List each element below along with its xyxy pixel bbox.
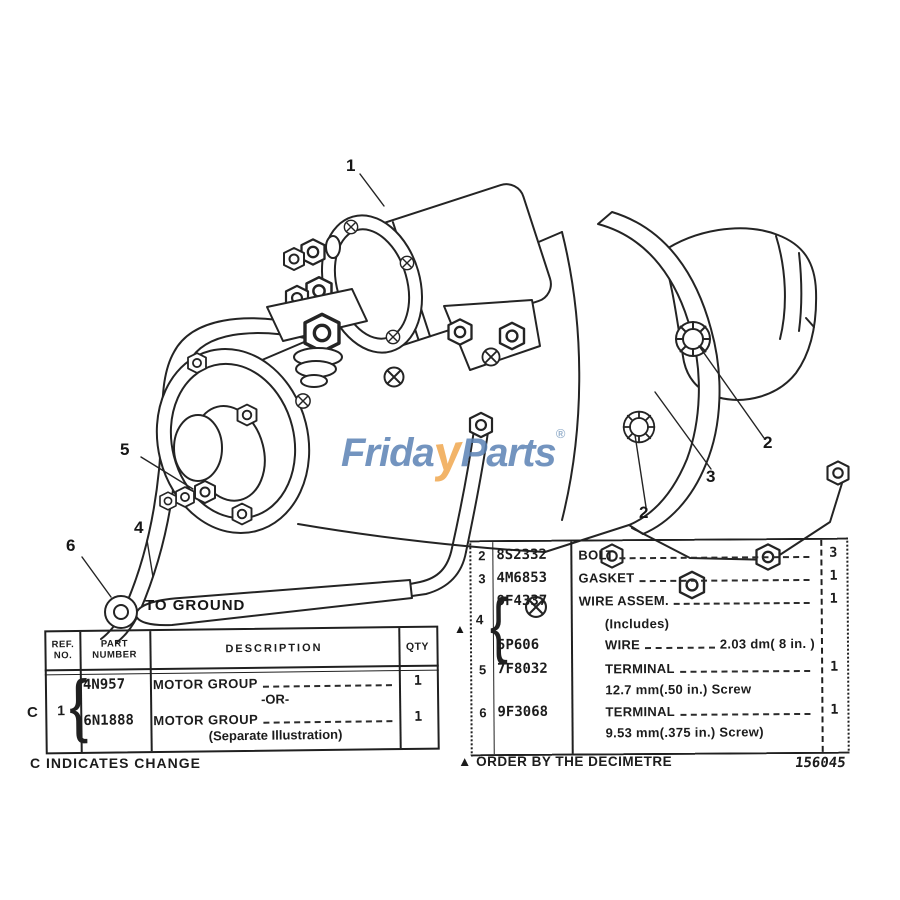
part-number: 7F8032 [497, 660, 548, 678]
watermark-parts: Parts [460, 431, 556, 475]
qty-cell: 1 [829, 590, 838, 607]
part-number: 9F4337 [496, 592, 548, 610]
callout-6: 6 [66, 536, 76, 555]
table-row-wire-assem [472, 589, 847, 612]
description-header: DESCRIPTION [225, 641, 323, 655]
callout-2-lower: 2 [639, 503, 649, 522]
table-row-terminal-5 [472, 657, 847, 680]
order-by-decimetre-footnote: ▲ ORDER BY THE DECIMETRE [458, 754, 673, 769]
qty-cell: 1 [830, 701, 839, 718]
description-cell [571, 635, 821, 652]
part-cell [494, 733, 572, 734]
part-cell [493, 624, 571, 625]
dash-leader [263, 676, 392, 688]
callout-3: 3 [706, 467, 716, 486]
dash-leader [680, 705, 811, 716]
or-separator: -OR- [260, 691, 290, 707]
wire-length-value: 2.03 dm( 8 in. ) [719, 635, 816, 652]
description-cell [570, 545, 820, 562]
to-ground-label: TO GROUND [145, 597, 246, 614]
separate-illustration-note: (Separate Illustration) [208, 726, 343, 744]
ref-cell: 5 [478, 661, 487, 677]
screw-size-note [572, 723, 822, 740]
change-marker: C [27, 704, 38, 721]
description-cell [153, 710, 397, 728]
qty-cell: 1 [830, 658, 839, 675]
description-text: MOTOR GROUP [153, 711, 259, 728]
table-row-terminal-6-note [473, 721, 848, 744]
part-header-line2: NUMBER [92, 649, 137, 661]
table-row-terminal-6 [472, 700, 847, 723]
description-cell [571, 659, 821, 676]
dash-leader [645, 639, 715, 649]
description-cell [570, 568, 820, 585]
ref-no-4: 4 [475, 612, 484, 628]
watermark-y-swoosh: y [430, 423, 464, 483]
description-text: MOTOR GROUP [152, 675, 258, 692]
dash-leader [674, 594, 810, 605]
description-cell [571, 591, 821, 608]
table-row-terminal-5-note [472, 678, 847, 701]
qty-cell: 3 [829, 544, 838, 561]
part-number: 6N1888 [83, 712, 135, 729]
part-number-header [79, 631, 149, 670]
dash-leader [639, 571, 809, 582]
ref-no-1: 1 [57, 702, 66, 719]
ref-cell: 6 [479, 704, 487, 720]
callout-5: 5 [120, 440, 130, 459]
part-number: 4M6853 [496, 569, 548, 587]
left-table-header [46, 628, 436, 671]
ref-header-line1: REF. [51, 639, 75, 651]
dash-leader [619, 548, 809, 559]
part-header-line1: PART [100, 638, 129, 650]
table-row-gasket [471, 566, 846, 589]
fridayparts-watermark [341, 420, 566, 483]
description-cell [571, 702, 821, 719]
part-number: 9F3068 [497, 703, 549, 721]
ref-cell: 2 [478, 547, 486, 563]
description-cell [153, 674, 397, 692]
includes-text: (Includes) [604, 615, 670, 631]
registered-trademark-symbol: ® [555, 426, 566, 441]
document-number: 156045 [794, 755, 847, 771]
callout-2-upper: 2 [763, 433, 773, 452]
part-number: 5P606 [496, 636, 540, 654]
description-text: WIRE ASSEM. [578, 592, 669, 609]
dash-leader [680, 662, 811, 673]
qty-cell: 1 [413, 672, 423, 689]
motor-group-table [44, 626, 439, 755]
ref-4-brace: { [489, 584, 509, 666]
part-number: 4N957 [82, 676, 126, 693]
description-text: TERMINAL [605, 660, 675, 676]
order-marker-triangle: ▲ [454, 622, 466, 636]
parts-list-table [469, 538, 849, 757]
note-text: 12.7 mm(.50 in.) Screw [605, 680, 752, 697]
description-text: WIRE [604, 636, 641, 652]
description-text: GASKET [578, 569, 635, 586]
table-row-includes [472, 612, 847, 635]
qty-cell: 1 [829, 567, 838, 584]
description-text: TERMINAL [605, 703, 676, 719]
table-row-wire [472, 633, 847, 656]
indicates-change-footnote: C INDICATES CHANGE [30, 755, 201, 771]
includes-note [571, 614, 821, 631]
part-cell [493, 690, 571, 691]
ref-header-line2: NO. [53, 650, 73, 662]
watermark-frida: Frida [341, 431, 434, 475]
callout-4: 4 [134, 518, 144, 537]
callout-1: 1 [346, 156, 356, 175]
qty-header: QTY [405, 640, 430, 653]
dash-leader [263, 712, 392, 724]
description-text: BOLT [578, 546, 615, 563]
qty-cell: 1 [414, 708, 423, 725]
table-row-bolt [471, 543, 846, 566]
screw-size-note [571, 680, 821, 697]
ref-1-brace: { [68, 665, 89, 744]
part-number: 8S2332 [496, 546, 547, 564]
ref-cell: 3 [478, 570, 486, 586]
note-text: 9.53 mm(.375 in.) Screw) [605, 723, 764, 740]
